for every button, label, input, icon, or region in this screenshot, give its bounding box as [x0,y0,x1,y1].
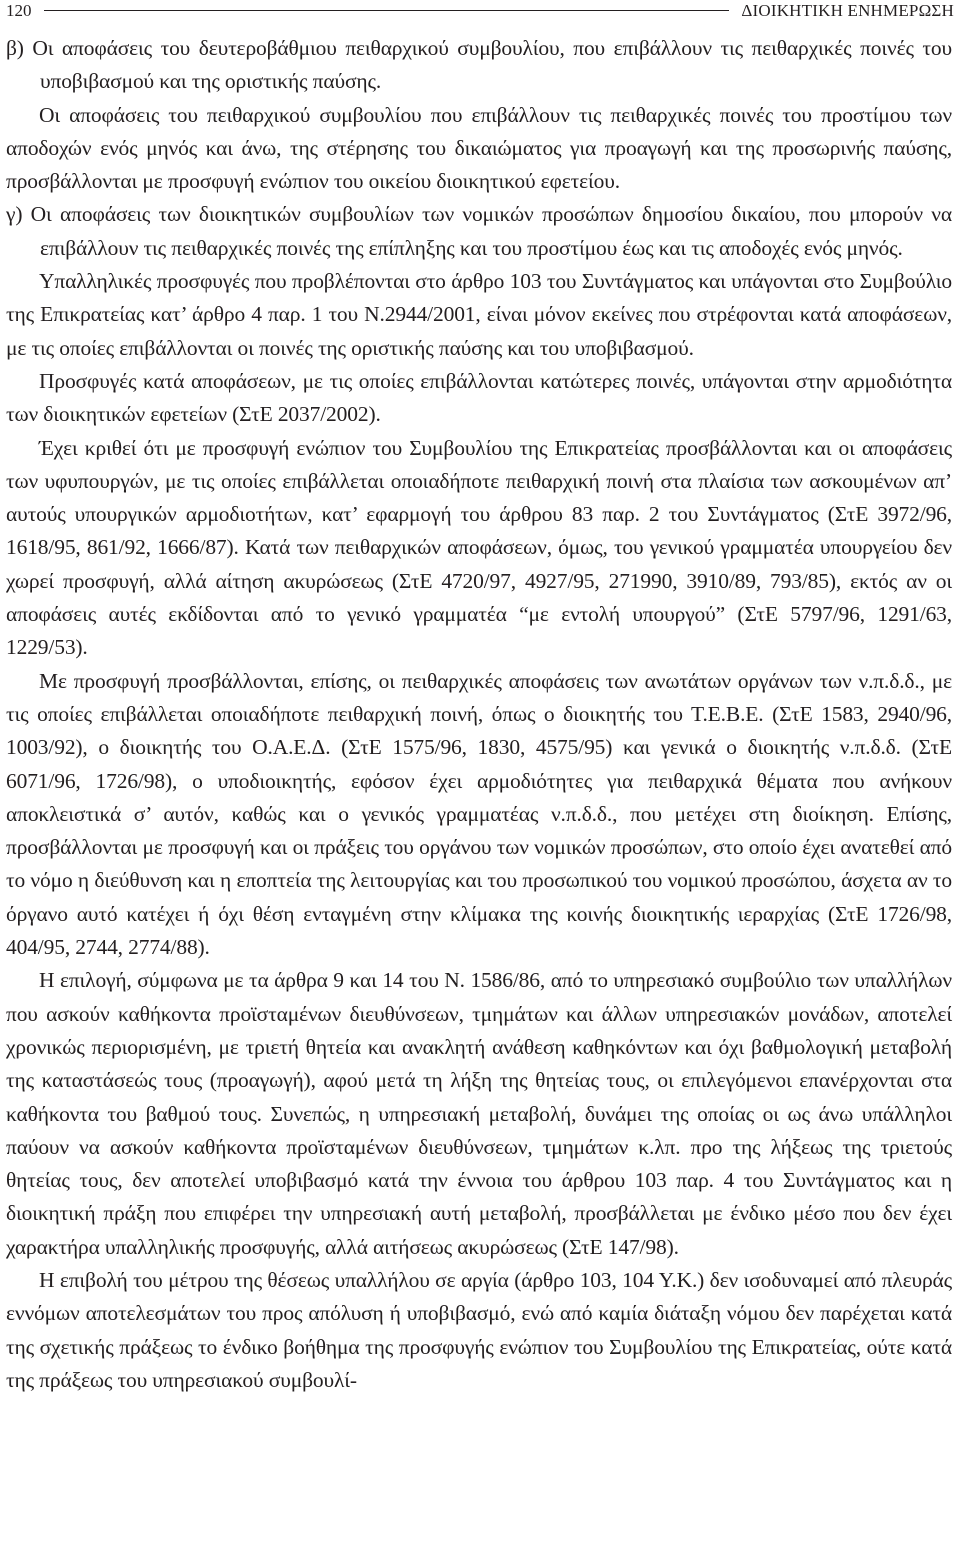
body-text [6,32,952,1397]
page-header [6,0,954,24]
paragraph: Η επιλογή, σύμφωνα με τα άρθρα 9 και 14 του Ν. 1586/86, από το υπηρεσιακό συμβούλιο των υπαλλήλων που ασκούν καθήκοντα προϊσταμένων διευθύνσεων, τμημάτων και άλλων υπηρεσιακών μονάδων, αποτελεί χρονικώς περιορισμένη, με τριετή θητεία και ανακλητή ανάθεση καθηκόντων και όχι βαθμολογική μεταβολή της καταστάσεώς τους (προαγωγή), αφού μετά τη λήξη της θητείας τους, οι επιλεγόμενοι επανέρχονται στα καθήκοντα του βαθμού τους. Συνεπώς, η υπηρεσιακή μεταβολή, δυνάμει της οποίας οι ως άνω υπάλληλοι παύουν να ασκούν καθήκοντα προϊσταμένων διευθύνσεων, τμημάτων κ.λπ. προ της λήξεως της τριετούς θητείας τους, δεν αποτελεί υποβιβασμό κατά την έννοια του άρθρου 103 παρ. 4 του Συντάγματος και η διοικητική πράξη που επιφέρει την υπηρεσιακή αυτή μεταβολή, προσβάλλεται με ένδικο μέσο που δεν έχει χαρακτήρα υπαλληλικής προσφυγής, αλλά αιτήσεως ακυρώσεως (ΣτΕ 147/98). [6,968,952,1259]
header-rule [44,0,730,11]
list-item-b: β) Οι αποφάσεις του δευτεροβάθμιου πειθαρχικού συμβουλίου, που επιβάλλουν τις πειθαρχικές ποινές του υποβιβασμού και της οριστικής παύσης. [6,36,952,94]
running-title: ΔΙΟΙΚΗΤΙΚΗ ΕΝΗΜΕΡΩΣΗ [741,1,954,20]
paragraph: Η επιβολή του μέτρου της θέσεως υπαλλήλου σε αργία (άρθρο 103, 104 Υ.Κ.) δεν ισοδυναμεί από πλευράς εννόμων αποτελεσμάτων του προς απόλυση ή υποβιβασμό, ενώ από καμία διάταξη νόμου δεν παρέχεται κατά της σχετικής πράξεως το ένδικο βοήθημα της προσφυγής ενώπιον του Συμβουλίου της Επικρατείας, ούτε κατά της πράξεως του υπηρεσιακού συμβουλί- [6,1267,952,1392]
paragraph: Με προσφυγή προσβάλλονται, επίσης, οι πειθαρχικές αποφάσεις των ανωτάτων οργάνων των ν.π.δ.δ., με τις οποίες επιβάλλεται οποιαδήποτε πειθαρχική ποινή, όπως ο διοικητής του Τ.Ε.Β.Ε. (ΣτΕ 1583, 2940/96, 1003/92), ο διοικητής του Ο.Α.Ε.Δ. (ΣτΕ 1575/96, 1830, 4575/95) και γενικά ο διοικητής ν.π.δ.δ. (ΣτΕ 6071/96, 1726/98), ο υποδιοικητής, εφόσον έχει αρμοδιότητες για πειθαρχικά θέματα που ανήκουν αποκλειστικά σ’ αυτόν, καθώς και ο γενικός γραμματέας ν.π.δ.δ., που μετέχει στη διοίκηση. Επίσης, προσβάλλονται με προσφυγή και οι πράξεις του οργάνου των νομικών προσώπων, στο οποίο έχει ανατεθεί από το νόμο η διεύθυνση και η εποπτεία της λειτουργίας και του προσωπικού του νομικού προσώπου, άσχετα αν το όργανο αυτό κατέχει ή όχι θέση ενταγμένη στην κλίμακα της κοινής διοικητικής ιεραρχίας (ΣτΕ 1726/98, 404/95, 2744, 2774/88). [6,668,952,960]
page-number: 120 [6,1,32,20]
paragraph: Οι αποφάσεις του πειθαρχικού συμβουλίου που επιβάλλουν τις πειθαρχικές ποινές του προστίμου των αποδοχών ενός μηνός και άνω, της στέρησης του δικαιώματος για προαγωγή και της προσωρινής παύσης, προσβάλλονται με προσφυγή ενώπιον του οικείου διοικητικού εφετείου. [6,102,952,194]
list-item-c: γ) Οι αποφάσεις των διοικητικών συμβουλίων των νομικών προσώπων δημοσίου δικαίου, που μπορούν να επιβάλλουν τις πειθαρχικές ποινές της επίπληξης και του προστίμου έως και τις αποδοχές ενός μηνός. [6,202,952,260]
paragraph: Υπαλληλικές προσφυγές που προβλέπονται στο άρθρο 103 του Συντάγματος και υπάγονται στο Συμβούλιο της Επικρατείας κατ’ άρθρο 4 παρ. 1 του Ν.2944/2001, είναι μόνον εκείνες που στρέφονται κατά αποφάσεων, με τις οποίες επιβάλλονται οι ποινές της οριστικής παύσης και του υποβιβασμού. [6,269,952,360]
paragraph: Προσφυγές κατά αποφάσεων, με τις οποίες επιβάλλονται κατώτερες ποινές, υπάγονται στην αρμοδιότητα των διοικητικών εφετείων (ΣτΕ 2037/2002). [6,368,952,427]
paragraph: Έχει κριθεί ότι με προσφυγή ενώπιον του Συμβουλίου της Επικρατείας προσβάλλονται και οι αποφάσεις των υφυπουργών, με τις οποίες επιβάλλεται οποιαδήποτε πειθαρχική ποινή στα πλαίσια των ασκουμένων απ’ αυτούς υπουργικών αρμοδιοτήτων, κατ’ εφαρμογή του άρθρου 83 παρ. 2 του Συντάγματος (ΣτΕ 3972/96, 1618/95, 861/92, 1666/87). Κατά των πειθαρχικών αποφάσεων, όμως, του γενικού γραμματέα υπουργείου δεν χωρεί προσφυγή, αλλά αίτηση ακυρώσεως (ΣτΕ 4720/97, 4927/95, 271990, 3910/89, 793/85), εκτός αν οι αποφάσεις αυτές εκδίδονται από το γενικό γραμματέα “με εντολή υπουργού” (ΣτΕ 5797/96, 1291/63, 1229/53). [6,435,952,660]
